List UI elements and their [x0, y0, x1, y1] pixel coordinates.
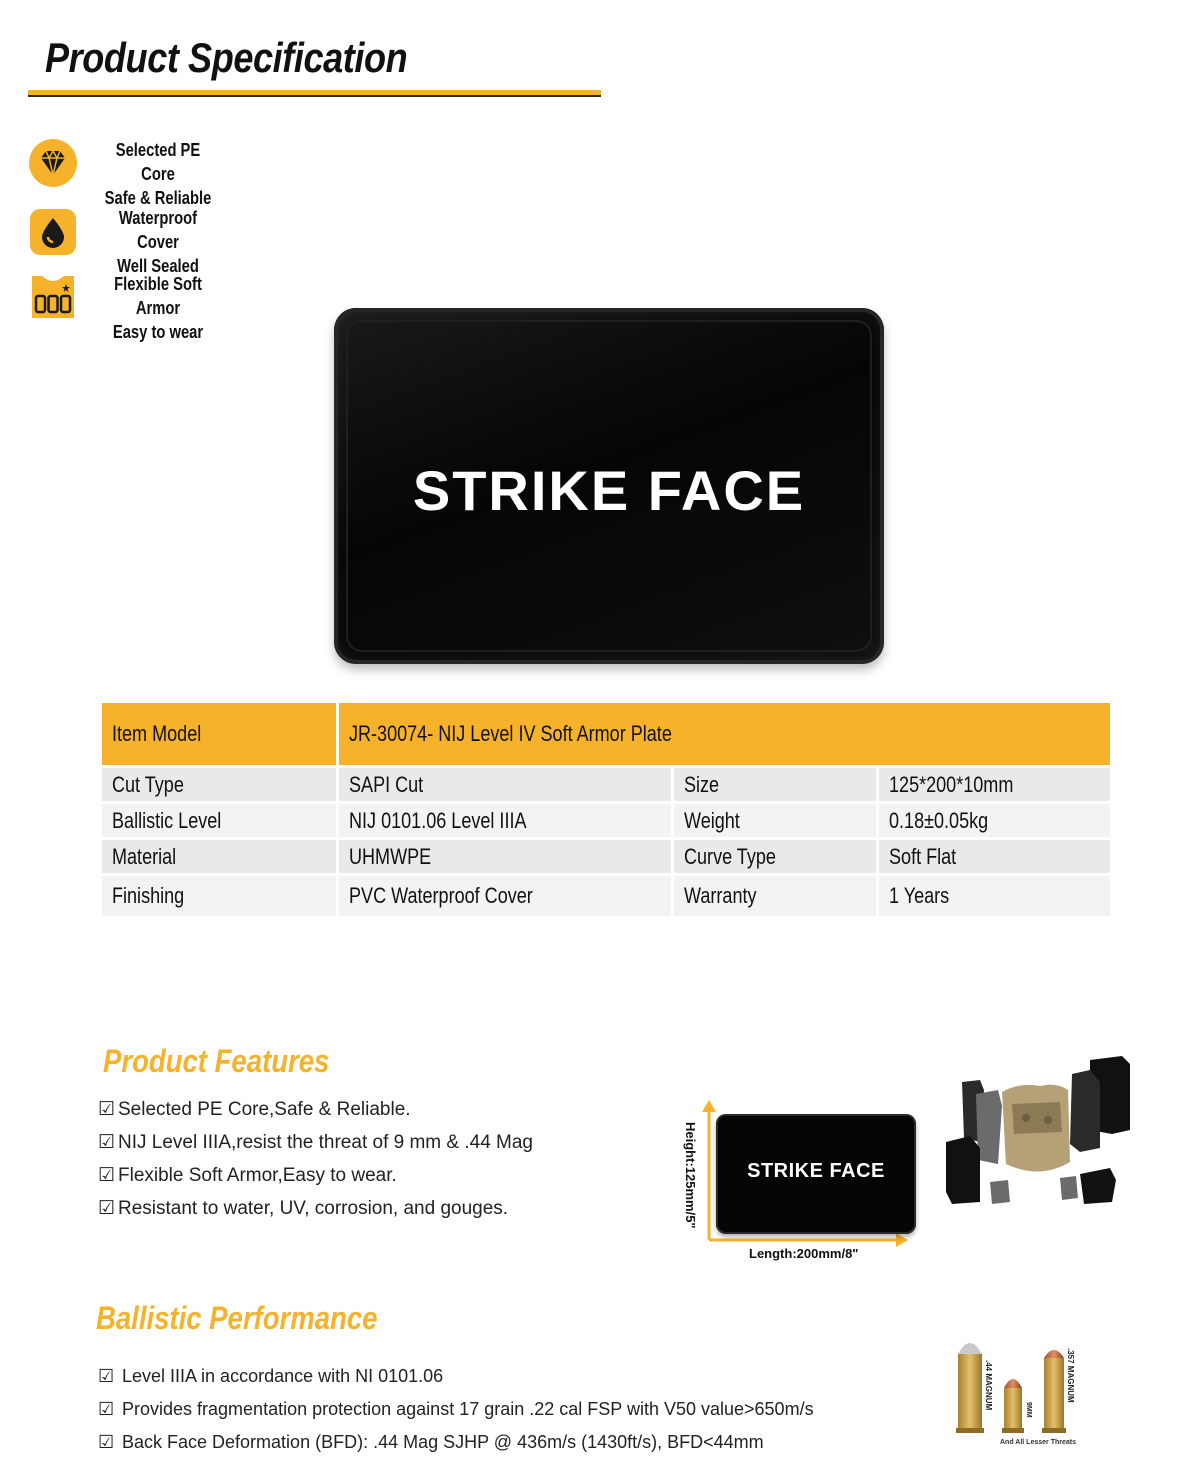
table-row — [102, 703, 1110, 765]
vest-icon — [28, 272, 78, 322]
list-item: ☑ Selected PE Core,Safe & Reliable. — [98, 1099, 411, 1120]
spec-value: 125*200*10mm — [879, 768, 1110, 801]
diamond-icon — [28, 138, 78, 188]
height-dimension — [683, 1118, 706, 1242]
badge-line1: Flexible Soft Armor — [114, 274, 202, 318]
list-item: ☑ Level IIIA in accordance with NI 0101.06 — [98, 1366, 444, 1386]
features-list — [98, 1097, 533, 1229]
checkbox-icon: ☑ — [98, 1099, 116, 1120]
plate-strike-face-label: STRIKE FACE — [412, 459, 806, 522]
spec-value: SAPI Cut — [339, 768, 671, 801]
checkbox-icon: ☑ — [98, 1132, 116, 1153]
ballistic-list — [98, 1364, 814, 1463]
badge-line1: Selected PE Core — [115, 140, 201, 184]
list-item: ☑ Provides fragmentation protection against 17 grain .22 cal FSP with V50 value>650m/s — [98, 1399, 814, 1419]
spec-value: PVC Waterproof Cover — [339, 876, 671, 916]
title-underline — [28, 90, 601, 97]
spec-value: 1 Years — [879, 876, 1110, 916]
list-item: ☑ Flexible Soft Armor,Easy to wear. — [98, 1165, 397, 1186]
badge-line2: Well Sealed — [117, 256, 199, 276]
checkbox-icon: ☑ — [98, 1165, 116, 1186]
ammo-label-44: .44 MAGNUM — [984, 1360, 993, 1411]
checkbox-icon: ☑ — [98, 1198, 116, 1219]
list-item: ☑ NIJ Level IIIA,resist the threat of 9 mm & .44 Mag — [98, 1132, 534, 1153]
plate-dimension-image — [716, 1114, 916, 1234]
height-label: Height:125mm/5" — [683, 1122, 698, 1229]
spec-key: Finishing — [102, 876, 336, 916]
ammo-caption: And All Lesser Threats — [1000, 1439, 1076, 1446]
armor-plate-image — [334, 308, 884, 664]
badge-line2: Safe & Reliable — [104, 188, 212, 208]
checkbox-icon: ☑ — [98, 1366, 115, 1386]
item-model-label: Item Model — [102, 703, 336, 765]
table-row — [102, 876, 1110, 916]
table-row — [102, 768, 1110, 801]
ammo-label-357: .357 MAGNUM — [1066, 1348, 1075, 1403]
item-model-value: JR-30074- NIJ Level IV Soft Armor Plate — [339, 703, 1110, 765]
spec-value: UHMWPE — [339, 840, 671, 873]
badge-waterproof — [28, 206, 278, 276]
ammunition-image — [948, 1330, 1088, 1450]
table-row — [102, 804, 1110, 837]
spec-table — [102, 703, 1116, 916]
badge-soft-armor — [28, 272, 278, 342]
checkbox-icon: ☑ — [98, 1432, 115, 1452]
water-drop-icon — [28, 206, 78, 256]
spec-key: Warranty — [674, 876, 876, 916]
ammo-label-9mm: 9MM — [1025, 1402, 1032, 1418]
table-row — [102, 840, 1110, 873]
spec-key: Curve Type — [674, 840, 876, 873]
checkbox-icon: ☑ — [98, 1399, 115, 1419]
page-title: Product Specification — [45, 34, 408, 81]
spec-key: Size — [674, 768, 876, 801]
spec-value: NIJ 0101.06 Level IIIA — [339, 804, 671, 837]
list-item: ☑ Back Face Deformation (BFD): .44 Mag SJHP @ 436m/s (1430ft/s), BFD<44mm — [98, 1432, 764, 1452]
plate-carrier-image — [940, 1052, 1140, 1222]
features-title: Product Features — [103, 1043, 330, 1079]
spec-value: Soft Flat — [879, 840, 1110, 873]
mini-plate-label: STRIKE FACE — [747, 1160, 885, 1182]
badge-pe-core — [28, 138, 278, 208]
badge-line2: Easy to wear — [112, 322, 204, 342]
spec-key: Ballistic Level — [102, 804, 336, 837]
list-item: ☑ Resistant to water, UV, corrosion, and gouges. — [98, 1198, 509, 1219]
spec-key: Material — [102, 840, 336, 873]
spec-value: 0.18±0.05kg — [879, 804, 1110, 837]
length-label: Length:200mm/8" — [749, 1246, 859, 1261]
ballistic-title: Ballistic Performance — [96, 1300, 378, 1336]
spec-key: Weight — [674, 804, 876, 837]
badge-line1: Waterproof Cover — [118, 208, 198, 252]
spec-key: Cut Type — [102, 768, 336, 801]
